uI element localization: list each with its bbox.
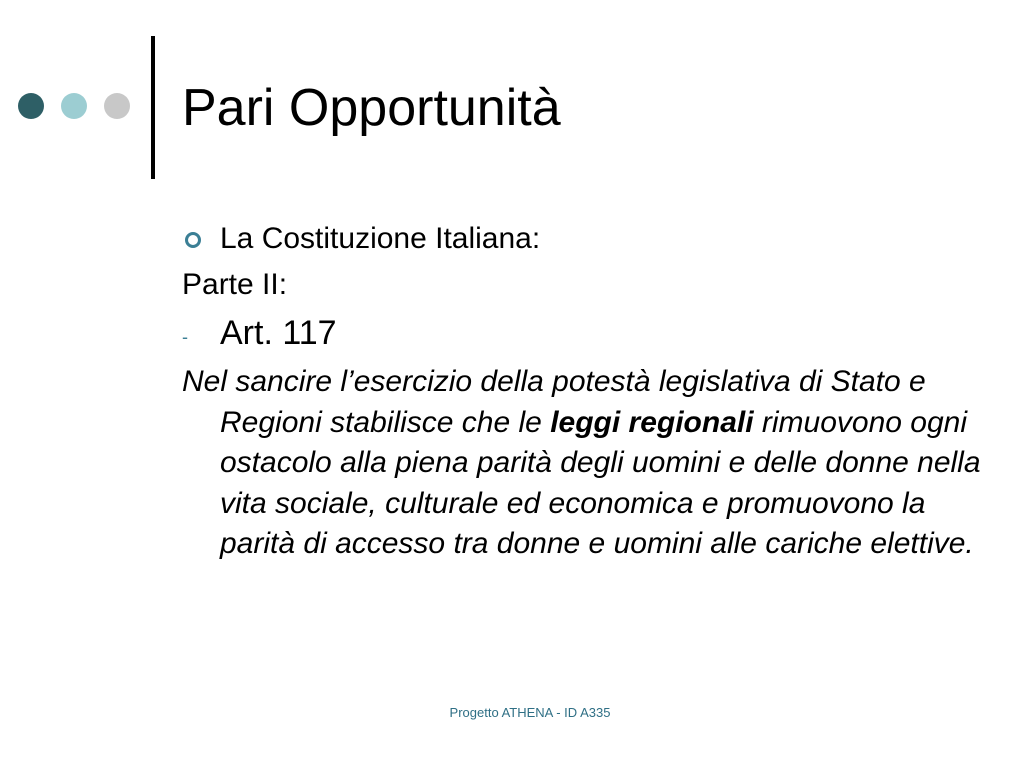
dot-light-icon bbox=[61, 93, 87, 119]
bullet-item bbox=[182, 218, 962, 260]
article-item bbox=[182, 308, 962, 358]
ring-bullet-icon bbox=[185, 232, 201, 248]
article-paragraph bbox=[182, 362, 990, 565]
slide-title: Pari Opportunità bbox=[182, 79, 561, 137]
paragraph-text-2: rimuovono ogni ostacolo alla piena parità degli uomini e delle donne nella vita sociale, culturale ed economica e promuovono la parità di accesso tra donne e uomini alle cariche elettive. bbox=[220, 405, 981, 560]
bullet-text: La Costituzione Italiana: bbox=[220, 222, 541, 255]
title-divider bbox=[151, 36, 155, 179]
subheading: Parte II: bbox=[182, 268, 288, 301]
footer-text: Progetto ATHENA - ID A335 bbox=[449, 705, 611, 720]
decorative-dots bbox=[16, 93, 136, 121]
dash-marker: - bbox=[182, 327, 188, 347]
dot-dark-icon bbox=[18, 93, 44, 119]
paragraph-bold-text: leggi regionali bbox=[550, 405, 754, 439]
slide-body bbox=[182, 218, 981, 565]
paragraph-text-1: Nel sancire l’esercizio della potestà legislativa di Stato e Regioni stabilisce che le bbox=[182, 365, 926, 439]
dot-gray-icon bbox=[104, 93, 130, 119]
article-label: Art. 117 bbox=[220, 314, 337, 352]
